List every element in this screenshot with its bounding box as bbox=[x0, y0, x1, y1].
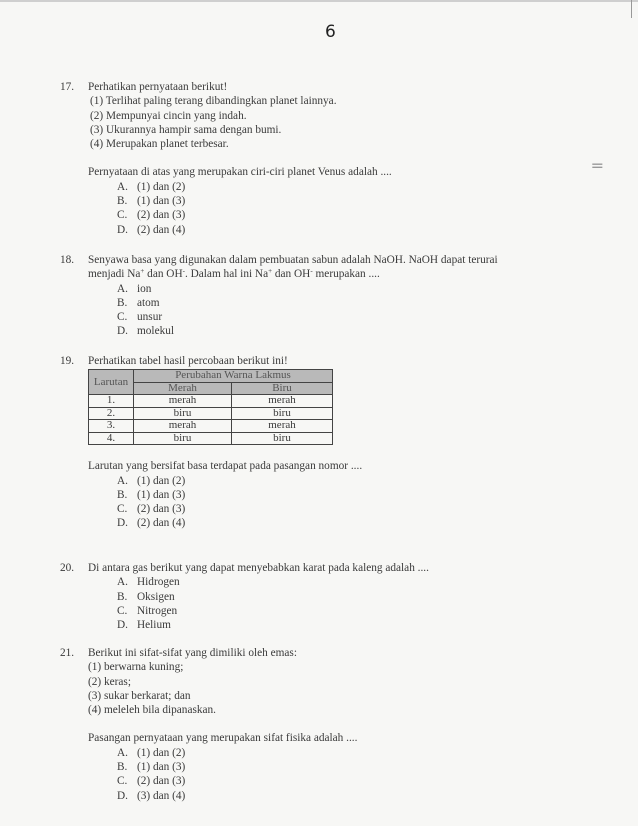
question-17 bbox=[60, 80, 392, 237]
question-prompt: Di antara gas berikut yang dapat menyebabkan karat pada kaleng adalah .... bbox=[88, 562, 429, 574]
option-label: C. bbox=[117, 503, 128, 516]
table-cell: biru bbox=[134, 407, 232, 420]
option-text: (2) dan (4) bbox=[137, 517, 186, 530]
answer-option bbox=[117, 618, 429, 632]
option-text: unsur bbox=[137, 311, 163, 324]
answer-option bbox=[117, 310, 498, 324]
question-intro: Perhatikan pernyataan berikut! bbox=[88, 81, 228, 93]
answer-option bbox=[117, 746, 357, 760]
table-row bbox=[89, 432, 333, 445]
answer-option bbox=[117, 789, 357, 803]
answer-option bbox=[117, 760, 357, 774]
margin-mark: = bbox=[590, 156, 604, 175]
option-label: A. bbox=[117, 180, 128, 193]
option-text: Hidrogen bbox=[137, 576, 180, 589]
question-intro: Berikut ini sifat-sifat yang dimiliki oleh emas: bbox=[88, 647, 297, 659]
option-text: (1) dan (2) bbox=[137, 746, 186, 759]
option-label: B. bbox=[117, 761, 128, 774]
question-number: 21. bbox=[60, 647, 75, 659]
answer-option bbox=[117, 604, 429, 618]
option-label: C. bbox=[117, 209, 128, 222]
option-label: B. bbox=[117, 195, 128, 208]
table-cell: biru bbox=[134, 432, 232, 445]
question-number: 20. bbox=[60, 562, 75, 574]
option-label: D. bbox=[117, 325, 128, 338]
answer-option bbox=[117, 208, 392, 222]
answer-option bbox=[117, 590, 429, 604]
table-cell: 2. bbox=[89, 407, 134, 420]
option-text: Helium bbox=[137, 619, 171, 632]
table-row bbox=[89, 420, 333, 433]
statement: (3) sukar berkarat; dan bbox=[88, 689, 191, 702]
statement: (4) meleleh bila dipanaskan. bbox=[88, 704, 216, 717]
table-cell: 4. bbox=[89, 432, 134, 445]
statement: (1) berwarna kuning; bbox=[88, 661, 184, 674]
question-prompt: Pasangan pernyataan yang merupakan sifat fisika adalah .... bbox=[88, 732, 358, 745]
answer-option bbox=[117, 516, 362, 530]
statement: (3) Ukurannya hampir sama dengan bumi. bbox=[90, 123, 282, 136]
option-text: (2) dan (4) bbox=[137, 223, 186, 236]
table-cell: biru bbox=[232, 432, 333, 445]
option-label: B. bbox=[117, 488, 128, 501]
scan-edge-mark bbox=[631, 0, 632, 18]
answer-option bbox=[117, 488, 362, 502]
option-label: C. bbox=[117, 775, 128, 788]
table-cell: merah bbox=[134, 420, 232, 433]
answer-option bbox=[117, 575, 429, 589]
option-label: C. bbox=[117, 604, 128, 617]
option-label: A. bbox=[117, 474, 128, 487]
option-text: (3) dan (4) bbox=[137, 789, 186, 802]
answer-option bbox=[117, 180, 392, 194]
experiment-table bbox=[88, 369, 333, 445]
answer-option bbox=[117, 324, 498, 338]
question-intro: Perhatikan tabel hasil percobaan berikut ini! bbox=[88, 355, 288, 367]
option-text: atom bbox=[137, 296, 160, 309]
table-header-larutan: Larutan bbox=[89, 370, 134, 395]
table-row bbox=[89, 407, 333, 420]
table-header-group: Perubahan Warna Lakmus bbox=[134, 370, 333, 383]
table-header-merah: Merah bbox=[134, 382, 232, 395]
option-text: (1) dan (2) bbox=[137, 180, 186, 193]
question-number: 17. bbox=[60, 81, 75, 93]
answer-option bbox=[117, 474, 362, 488]
answer-option bbox=[117, 774, 357, 788]
option-label: A. bbox=[117, 282, 128, 295]
table-cell: 1. bbox=[89, 395, 134, 408]
option-label: D. bbox=[117, 223, 128, 236]
question-number: 19. bbox=[60, 355, 75, 367]
answer-option bbox=[117, 502, 362, 516]
question-18 bbox=[60, 253, 498, 339]
option-label: B. bbox=[117, 590, 128, 603]
option-text: (2) dan (3) bbox=[137, 209, 186, 222]
table-cell: merah bbox=[232, 395, 333, 408]
question-number: 18. bbox=[60, 254, 75, 266]
table-cell: merah bbox=[134, 395, 232, 408]
answer-option bbox=[117, 194, 392, 208]
table-header-biru: Biru bbox=[232, 382, 333, 395]
option-label: D. bbox=[117, 789, 128, 802]
question-20 bbox=[60, 561, 429, 632]
statement: (2) keras; bbox=[88, 675, 131, 688]
table-cell: 3. bbox=[89, 420, 134, 433]
option-label: D. bbox=[117, 619, 128, 632]
statement: (1) Terlihat paling terang dibandingkan planet lainnya. bbox=[90, 95, 337, 108]
question-21 bbox=[60, 646, 357, 803]
answer-option bbox=[117, 282, 498, 296]
option-text: (1) dan (2) bbox=[137, 474, 186, 487]
option-label: C. bbox=[117, 311, 128, 324]
statement: (2) Mempunyai cincin yang indah. bbox=[90, 109, 247, 122]
table-cell: biru bbox=[232, 407, 333, 420]
option-text: molekul bbox=[137, 325, 175, 338]
question-19 bbox=[60, 354, 362, 531]
table-cell: merah bbox=[232, 420, 333, 433]
question-prompt: Larutan yang bersifat basa terdapat pada pasangan nomor .... bbox=[88, 460, 363, 473]
table-row bbox=[89, 395, 333, 408]
statement: (4) Merupakan planet terbesar. bbox=[90, 138, 229, 151]
option-label: B. bbox=[117, 296, 128, 309]
option-label: D. bbox=[117, 517, 128, 530]
option-text: (1) dan (3) bbox=[137, 195, 186, 208]
option-text: ion bbox=[137, 282, 152, 295]
option-label: A. bbox=[117, 576, 128, 589]
answer-option bbox=[117, 223, 392, 237]
option-text: (2) dan (3) bbox=[137, 503, 186, 516]
option-text: (1) dan (3) bbox=[137, 761, 186, 774]
question-text-line: Senyawa basa yang digunakan dalam pembuatan sabun adalah NaOH. NaOH dapat terurai bbox=[88, 254, 498, 266]
option-text: Nitrogen bbox=[137, 604, 178, 617]
option-text: (2) dan (3) bbox=[137, 775, 186, 788]
question-text-line: menjadi Na+ dan OH-. Dalam hal ini Na+ dan OH- merupakan .... bbox=[88, 267, 380, 281]
answer-option bbox=[117, 296, 498, 310]
page-number: 6 bbox=[325, 22, 336, 42]
option-label: A. bbox=[117, 746, 128, 759]
scan-edge bbox=[0, 0, 638, 2]
question-prompt: Pernyataan di atas yang merupakan ciri-ciri planet Venus adalah .... bbox=[88, 166, 392, 179]
option-text: (1) dan (3) bbox=[137, 488, 186, 501]
option-text: Oksigen bbox=[137, 590, 175, 603]
